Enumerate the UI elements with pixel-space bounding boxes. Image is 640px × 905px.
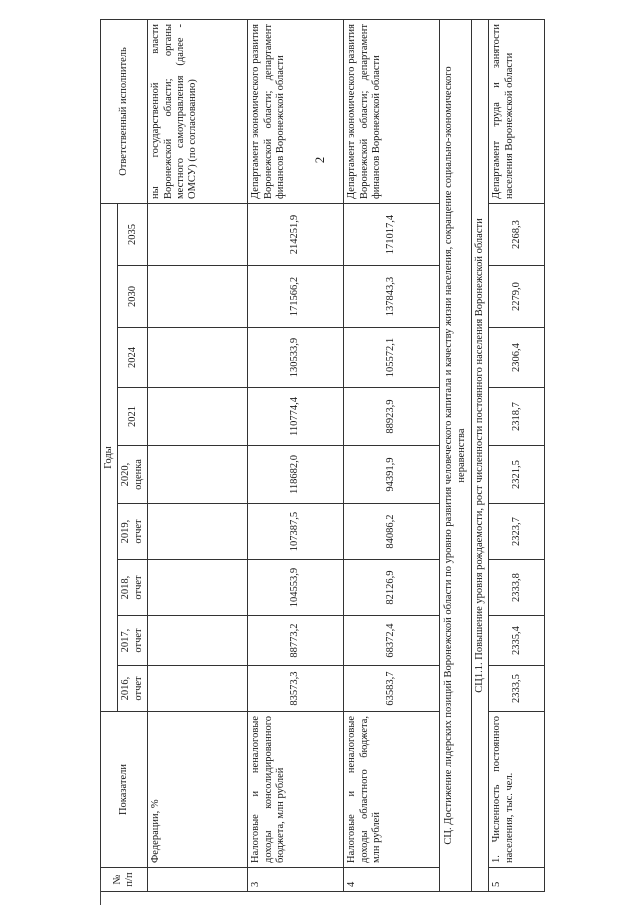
row-value: 110774,4 [248, 388, 344, 446]
row-responsible: Департамент экономического развития Воронежской области; департамент финансов Воронежской области [344, 20, 440, 204]
header-year: 2035 [118, 204, 148, 266]
row-value: 171566,2 [248, 266, 344, 328]
row-value: 118682,0 [248, 446, 344, 504]
header-year: 2024 [118, 328, 148, 388]
row-value: 2335,4 [489, 616, 545, 666]
row-value [148, 666, 248, 712]
row-value: 2268,3 [489, 204, 545, 266]
header-years-group: Годы [101, 204, 118, 712]
row-indicator: 1. Численность постоянного населения, тыс. чел. [489, 712, 545, 868]
rotated-table-wrapper [100, 20, 540, 892]
row-indicator: Налоговые и неналоговые доходы консолидированного бюджета, млн рублей [248, 712, 344, 868]
row-value: 88923,9 [344, 388, 440, 446]
subsection-row [471, 20, 488, 892]
row-value: 2323,7 [489, 504, 545, 560]
row-value: 83573,3 [248, 666, 344, 712]
row-value [148, 560, 248, 616]
header-year: 2017, отчет [118, 616, 148, 666]
row-value: 105572,1 [344, 328, 440, 388]
section-row [440, 20, 472, 892]
row-responsible: ны государственной власти Воронежской области; органы местного самоуправления (далее - ОМСУ) (по согласованию) [148, 20, 248, 204]
row-responsible: Департамент труда и занятости населения Воронежской области [489, 20, 545, 204]
row-value: 130533,9 [248, 328, 344, 388]
header-year: 2020, оценка [118, 446, 148, 504]
row-value: 2318,7 [489, 388, 545, 446]
header-year: 2021 [118, 388, 148, 446]
header-year: 2018, отчет [118, 560, 148, 616]
row-value [148, 204, 248, 266]
row-value [148, 388, 248, 446]
row-value: 88773,2 [248, 616, 344, 666]
row-value [148, 328, 248, 388]
row-value [148, 446, 248, 504]
row-num: 3 [248, 868, 344, 892]
row-num: 4 [344, 868, 440, 892]
section-title: СЦ. Достижение лидерских позиций Воронежской области по уровню развития человеческого капитала и качеству жизни населения, сокращение социально-экономического неравенства [440, 20, 472, 892]
table-row [148, 20, 248, 892]
row-value [148, 504, 248, 560]
row-value: 107387,5 [248, 504, 344, 560]
indicators-table [100, 19, 545, 892]
header-responsible: Ответственный исполнитель [101, 20, 148, 204]
row-value [148, 266, 248, 328]
header-year: 2019, отчет [118, 504, 148, 560]
row-value: 171017,4 [344, 204, 440, 266]
row-num: 5 [489, 868, 545, 892]
row-value [148, 616, 248, 666]
row-responsible: Департамент экономического развития Воронежской области; департамент финансов Воронежской области [248, 20, 344, 204]
row-indicator: Налоговые и неналоговые доходы областного бюджета, млн рублей [344, 712, 440, 868]
header-year: 2030 [118, 266, 148, 328]
row-value: 82126,9 [344, 560, 440, 616]
row-value: 2321,5 [489, 446, 545, 504]
header-year: 2016, отчет [118, 666, 148, 712]
row-value: 2306,4 [489, 328, 545, 388]
row-indicator: Федерации, % [148, 712, 248, 868]
row-value: 2279,0 [489, 266, 545, 328]
subsection-title: СЦ1.1. Повышение уровня рождаемости, рост численности постоянного населения Воронежской области [471, 20, 488, 892]
header-row-1 [101, 20, 118, 892]
table-row [248, 20, 344, 892]
row-value: 63583,7 [344, 666, 440, 712]
row-num [148, 868, 248, 892]
row-value: 104553,9 [248, 560, 344, 616]
footnote-divider [100, 880, 101, 905]
page-number: 2 [312, 156, 327, 164]
row-value: 84086,2 [344, 504, 440, 560]
row-value: 137843,3 [344, 266, 440, 328]
header-indicator: Показатели [101, 712, 148, 868]
header-num: № п/п [101, 868, 148, 892]
row-value: 68372,4 [344, 616, 440, 666]
row-value: 2333,8 [489, 560, 545, 616]
row-value: 214251,9 [248, 204, 344, 266]
row-value: 94391,9 [344, 446, 440, 504]
table-row [344, 20, 440, 892]
row-value: 2333,5 [489, 666, 545, 712]
table-row [489, 20, 545, 892]
